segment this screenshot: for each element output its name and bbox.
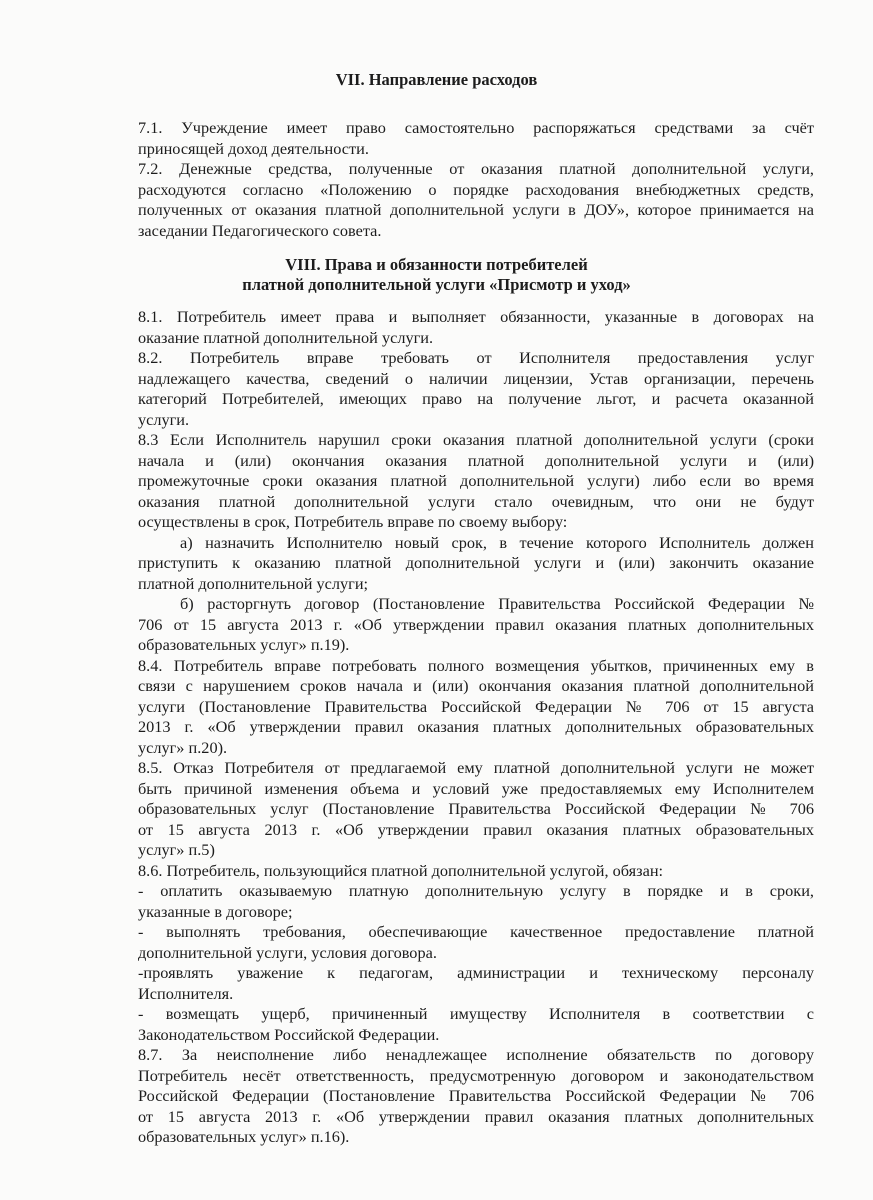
text-line: 8.7. За неисполнение либо ненадлежащее исполнение обязательств по договору xyxy=(138,1045,814,1064)
text-line: от 15 августа 2013 г. «Об утверждении правил оказания платных образовательных xyxy=(138,819,814,839)
text-line: быть причиной изменения объема и условий уже предоставляемых ему Исполнителем xyxy=(138,778,814,798)
section-8-heading-line1: VIII. Права и обязанности потребителей xyxy=(285,255,588,274)
text-line: - возмещать ущерб, причиненный имуществу Исполнителя в соответствии с xyxy=(138,1004,814,1023)
paragraph xyxy=(138,758,814,861)
text-line: образовательных услуг» п.16). xyxy=(138,1127,350,1146)
section-7-heading: VII. Направление расходов xyxy=(335,70,538,89)
text-line: услуги (Постановление Правительства Российской Федерации № 706 от 15 августа xyxy=(138,696,814,716)
text-line: 8.3 Если Исполнитель нарушил сроки оказания платной дополнительной услуги (сроки xyxy=(138,430,814,449)
text-line: полученных от оказания платной дополнительной услуги в ДОУ», которое принимается на xyxy=(138,200,814,219)
paragraph xyxy=(138,307,814,348)
text-line: 2013 г. «Об утверждении правил оказания платных дополнительных образовательных xyxy=(138,717,814,736)
paragraph xyxy=(138,861,814,882)
text-line: заседании Педагогического совета. xyxy=(138,220,382,240)
text-line: Законодательством Российской Федерации. xyxy=(138,1024,440,1044)
paragraph xyxy=(138,118,814,159)
text-line: связи с нарушением сроков начала и (или) окончания оказания платной дополнительной xyxy=(138,676,814,695)
text-line: платной дополнительной услуги; xyxy=(138,573,369,593)
text-line: 706 от 15 августа 2013 г. «Об утверждении правил оказания платных дополнительных xyxy=(138,614,814,634)
text-line: образовательных услуг (Постановление Правительства Российской Федерации № 706 xyxy=(138,799,814,818)
text-line: расходуются согласно «Положению о порядке расходования внебюджетных средств, xyxy=(138,179,814,199)
paragraph xyxy=(138,881,814,922)
text-line: осуществлены в срок, Потребитель вправе по своему выбору: xyxy=(138,512,568,531)
section-8-heading-line2: платной дополнительной услуги «Присмотр и уход» xyxy=(242,275,631,294)
text-line: -проявлять уважение к педагогам, администрации и техническому персоналу xyxy=(138,963,814,982)
text-line: 8.4. Потребитель вправе потребовать полного возмещения убытков, причиненных ему в xyxy=(138,655,814,675)
text-line: Российской Федерации (Постановление Правительства Российской Федерации № 706 xyxy=(138,1086,814,1105)
text-line: от 15 августа 2013 г. «Об утверждении правил оказания платных дополнительных xyxy=(138,1106,814,1126)
text-line: а) назначить Исполнителю новый срок, в течение которого Исполнитель должен xyxy=(180,532,814,552)
text-line: начала и (или) окончания оказания платной дополнительной услуги и (или) xyxy=(138,450,814,470)
text-line: - выполнять требования, обеспечивающие качественное предоставление платной xyxy=(138,922,814,941)
text-line: промежуточные сроки оказания платной дополнительной услуги) либо если во время xyxy=(138,471,814,490)
text-line: 7.2. Денежные средства, полученные от оказания платной дополнительной услуги, xyxy=(138,159,814,178)
text-line: - оплатить оказываемую платную дополнительную услугу в порядке и в сроки, xyxy=(138,881,814,900)
paragraph xyxy=(138,922,814,963)
paragraph xyxy=(138,348,814,430)
paragraph xyxy=(138,430,814,533)
paragraph xyxy=(138,1045,814,1148)
text-line: образовательных услуг» п.19). xyxy=(138,635,350,654)
text-line: приступить к оказанию платной дополнительной услуги и (или) закончить оказание xyxy=(138,553,814,572)
paragraph xyxy=(138,1004,814,1045)
text-line: 8.5. Отказ Потребителя от предлагаемой ему платной дополнительной услуги не может xyxy=(138,758,814,777)
text-line: б) расторгнуть договор (Постановление Правительства Российской Федерации № xyxy=(180,594,814,613)
text-line: дополнительной услуги, условия договора. xyxy=(138,942,437,962)
text-line: 8.1. Потребитель имеет права и выполняет обязанности, указанные в договорах на xyxy=(138,307,814,326)
text-line: указанные в договоре; xyxy=(138,901,293,921)
text-line: оказание платной дополнительной услуги. xyxy=(138,327,434,347)
text-line: категорий Потребителей, имеющих право на получение льгот, и расчета оказанной xyxy=(138,389,814,408)
text-line: 8.6. Потребитель, пользующийся платной дополнительной услугой, обязан: xyxy=(138,860,664,880)
text-line: 7.1. Учреждение имеет право самостоятельно распоряжаться средствами за счёт xyxy=(138,118,814,137)
text-line: услуг» п.20). xyxy=(138,737,228,757)
text-line: Исполнителя. xyxy=(138,983,234,1003)
text-line: 8.2. Потребитель вправе требовать от Исполнителя предоставления услуг xyxy=(138,348,814,367)
text-line: приносящей доход деятельности. xyxy=(138,138,369,158)
text-line: надлежащего качества, сведений о наличии лицензии, Устав организации, перечень xyxy=(138,368,814,388)
text-line: Потребитель несёт ответственность, предусмотренную договором и законодательством xyxy=(138,1065,814,1085)
paragraph xyxy=(138,533,814,595)
section-8-body xyxy=(138,307,814,1148)
text-line: услуги. xyxy=(138,409,190,429)
paragraph xyxy=(138,963,814,1004)
section-7-body xyxy=(138,118,814,241)
text-line: услуг» п.5) xyxy=(138,840,215,859)
paragraph xyxy=(138,159,814,241)
text-line: оказания платной дополнительной услуги стало очевидным, что они не будут xyxy=(138,491,814,511)
paragraph xyxy=(138,594,814,656)
paragraph xyxy=(138,656,814,759)
